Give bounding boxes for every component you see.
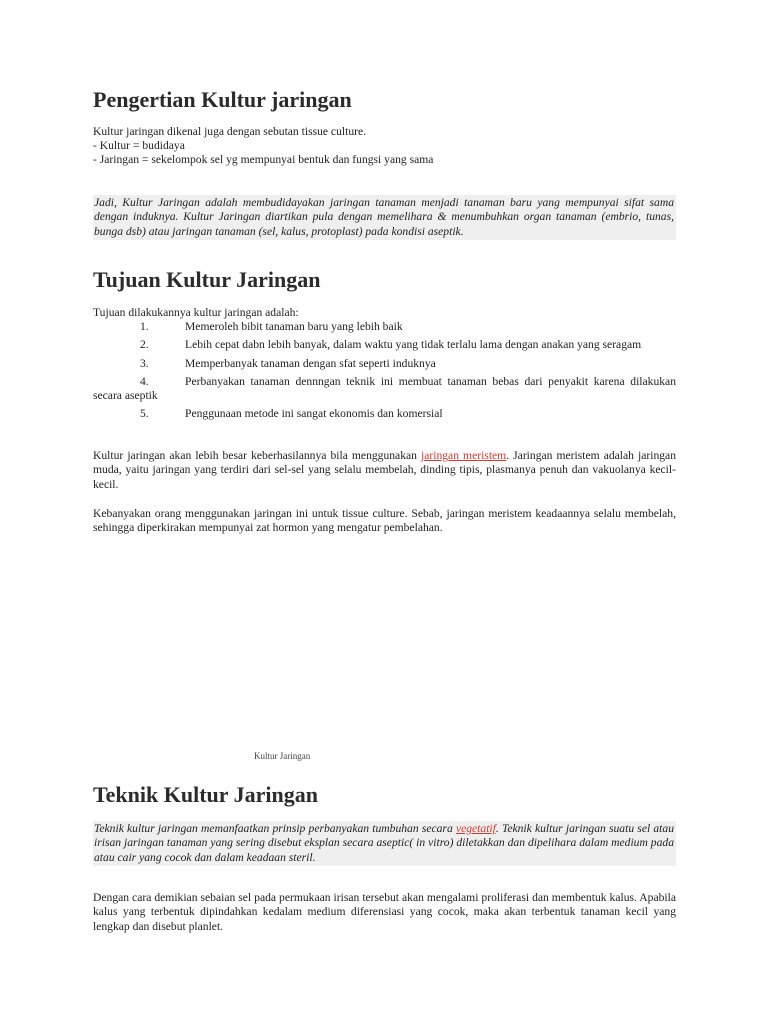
- heading-pengertian: Pengertian Kultur jaringan: [93, 87, 352, 112]
- list-text: Memeroleh bibit tanaman baru yang lebih baik: [185, 320, 403, 333]
- definition-line: - Jaringan = sekelompok sel yg mempunyai bentuk dan fungsi yang sama: [93, 153, 434, 166]
- meristem-text-after: . Jaringan meristem adalah jaringan muda, yaitu jaringan yang terdiri dari sel-sel yang selalu membelah, dinding tipis, plasmanya penuh dan vakuolanya kecil-kecil.: [93, 449, 676, 491]
- list-number: 4.: [140, 374, 149, 388]
- list-text: Perbanyakan tanaman dennngan teknik ini membuat tanaman bebas dari penyakit karena dilakukan secara aseptik: [93, 374, 676, 403]
- heading-tujuan: Tujuan Kultur Jaringan: [93, 267, 321, 292]
- jaringan-meristem-link[interactable]: jaringan meristem: [421, 449, 507, 462]
- list-item: [93, 407, 676, 421]
- definition-line: - Kultur = budidaya: [93, 139, 185, 152]
- list-number: 1.: [140, 320, 149, 333]
- teknik-quote: [93, 821, 676, 866]
- image-caption: Kultur Jaringan: [254, 751, 311, 761]
- meristem-paragraph: [93, 449, 676, 492]
- heading-teknik: Teknik Kultur Jaringan: [93, 782, 318, 807]
- list-text: Memperbanyak tanaman dengan sfat seperti induknya: [185, 356, 436, 370]
- list-text: Penggunaan metode ini sangat ekonomis dan komersial: [185, 407, 443, 421]
- teknik-text-after: . Teknik kultur jaringan suatu sel atau irisan jaringan tanaman yang sering disebut eksplan secara aseptic( in vitro) diletakkan dan dipelihara dalam medium pada atau cair yang cocok dan dalam keadaan steril.: [94, 822, 674, 864]
- teknik-text-before: Teknik kultur jaringan memanfaatkan prinsip perbanyakan tumbuhan secara: [94, 822, 456, 835]
- list-number: 2.: [140, 338, 149, 352]
- definition-quote: Jadi, Kultur Jaringan adalah membudidayakan jaringan tanaman menjadi tanaman baru yang mempunyai sifat sama dengan induknya. Kultur Jaringan diartikan pula dengan memelihara & menumbuhkan organ tanaman (embrio, tunas, bunga dsb) atau jaringan tanaman (sel, kalus, protoplast) pada kondisi aseptik.: [93, 195, 676, 240]
- list-text: Lebih cepat dabn lebih banyak, dalam waktu yang tidak terlalu lama dengan anakan yang seragam: [185, 338, 642, 352]
- tujuan-intro: Tujuan dilakukannya kultur jaringan adalah:: [93, 306, 299, 319]
- list-item: [93, 375, 676, 404]
- list-item: [93, 357, 676, 371]
- tissue-culture-paragraph: Kebanyakan orang menggunakan jaringan ini untuk tissue culture. Sebab, jaringan meristem keadaannya selalu membelah, sehingga diperkirakan mempunyai zat hormon yang mengatur pembelahan.: [93, 507, 676, 535]
- tujuan-list: [93, 320, 676, 422]
- list-item: [93, 338, 676, 352]
- list-number: 3.: [140, 356, 149, 370]
- kalus-paragraph: Dengan cara demikian sebaian sel pada permukaan irisan tersebut akan mengalami proliferasi dan membentuk kalus. Apabila kalus yang terbentuk dipindahkan kedalam medium diferensiasi yang cocok, maka akan terbentuk tanaman kecil yang lengkap dan disebut planlet.: [93, 891, 676, 933]
- definition-line: Kultur jaringan dikenal juga dengan sebutan tissue culture.: [93, 125, 367, 138]
- list-item: [93, 320, 676, 334]
- meristem-text-before: Kultur jaringan akan lebih besar keberhasilannya bila menggunakan: [93, 449, 422, 462]
- vegetatif-link[interactable]: vegetatif: [455, 822, 496, 835]
- list-number: 5.: [140, 407, 149, 421]
